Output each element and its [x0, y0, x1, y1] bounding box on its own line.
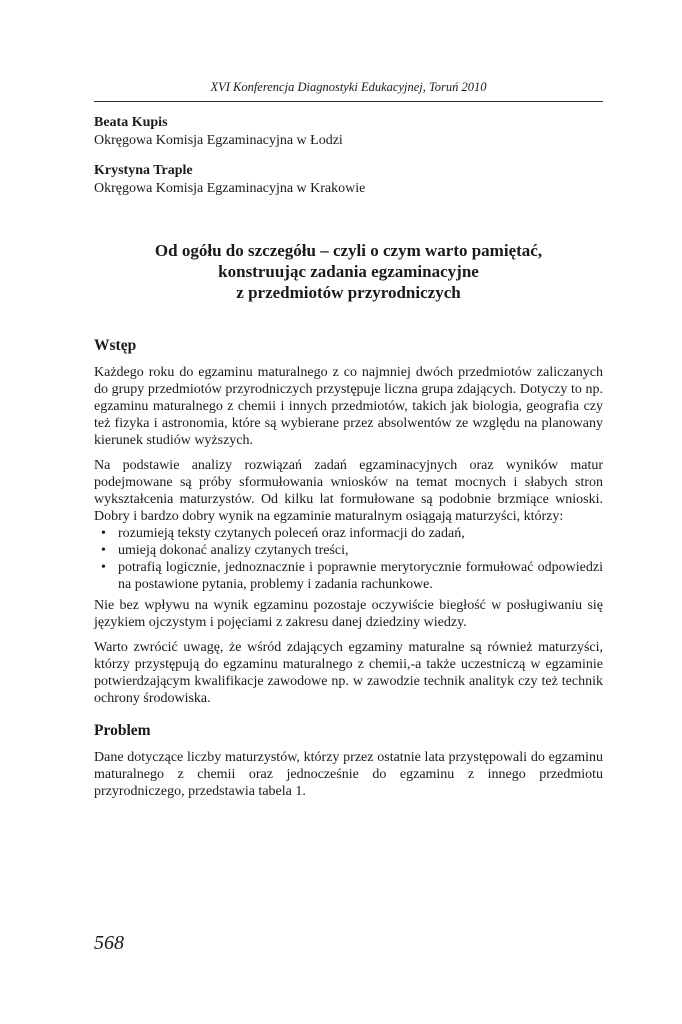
- authors-block: [94, 114, 603, 210]
- list-item: • umieją dokonać analizy czytanych treści,: [101, 543, 349, 558]
- title-line: Od ogółu do szczegółu – czyli o czym warto pamiętać,: [154, 241, 543, 260]
- paragraph: Każdego roku do egzaminu maturalnego z co najmniej dwóch przedmiotów zaliczanych do grupy przedmiotów przyrodniczych przystępuje liczna grupa zdających. Dotyczy to np. egzaminu maturalnego z chemii i innych przedmiotów, takich jak biologia, geografia czy też fizyka i astronomia, które są wybierane przez absolwentów ze względu na planowany kierunek studiów wyższych.: [94, 365, 603, 448]
- bullet-symbol: •: [101, 526, 106, 541]
- bullet-symbol: •: [101, 560, 106, 575]
- paragraph: Warto zwrócić uwagę, że wśród zdających egzaminy maturalne są również maturzyści, którzy przystępują do egzaminu maturalnego z chemii,-a także uczestniczą w egzaminie potwierdzającym kwalifikacje zawodowe np. w zawodzie technik analityk czy też technik ochrony środowiska.: [94, 640, 603, 706]
- paragraph: Dane dotyczące liczby maturzystów, którzy przez ostatnie lata przystępowali do egzaminu maturalnego z chemii oraz jednocześnie do egzaminu z innego przedmiotu przyrodniczego, przedstawia tabela 1.: [94, 750, 603, 799]
- paragraph: Nie bez wpływu na wynik egzaminu pozostaje oczywiście biegłość w posługiwaniu się językiem ojczystym i pojęciami z zakresu danej dziedziny wiedzy.: [94, 598, 603, 630]
- bullet-list: [94, 525, 603, 593]
- list-item: • potrafią logicznie, jednoznacznie i poprawnie merytorycznie formułować odpowiedzi na postawione pytania, problemy i zadania rachunkowe.: [101, 560, 603, 592]
- author-affiliation: Okręgowa Komisja Egzaminacyjna w Łodzi: [94, 133, 343, 148]
- section-heading-intro: Wstęp: [94, 337, 137, 354]
- author-affiliation: Okręgowa Komisja Egzaminacyjna w Krakowie: [94, 181, 366, 196]
- bullet-symbol: •: [101, 543, 106, 558]
- title-line: konstruując zadania egzaminacyjne: [218, 262, 479, 281]
- paper-title: [94, 240, 603, 303]
- page-number: 568: [94, 932, 124, 954]
- paragraph: Na podstawie analizy rozwiązań zadań egzaminacyjnych oraz wyników matur podejmowane są próby sformułowania wniosków na temat mocnych i słabych stron wykształcenia maturzystów. Od kilku lat formułowane są podobnie brzmiące wnioski. Dobry i bardzo dobry wynik na egzaminie maturalnym osiągają maturzyści, którzy:: [94, 458, 603, 524]
- article-body: [94, 336, 603, 808]
- running-head: XVI Konferencja Diagnostyki Edukacyjnej, Toruń 2010: [94, 80, 603, 102]
- section-heading-problem: Problem: [94, 722, 151, 739]
- author-name: Krystyna Traple: [94, 163, 193, 178]
- author-name: Beata Kupis: [94, 115, 168, 130]
- list-item: • rozumieją teksty czytanych poleceń oraz informacji do zadań,: [101, 526, 465, 541]
- title-line: z przedmiotów przyrodniczych: [236, 283, 461, 302]
